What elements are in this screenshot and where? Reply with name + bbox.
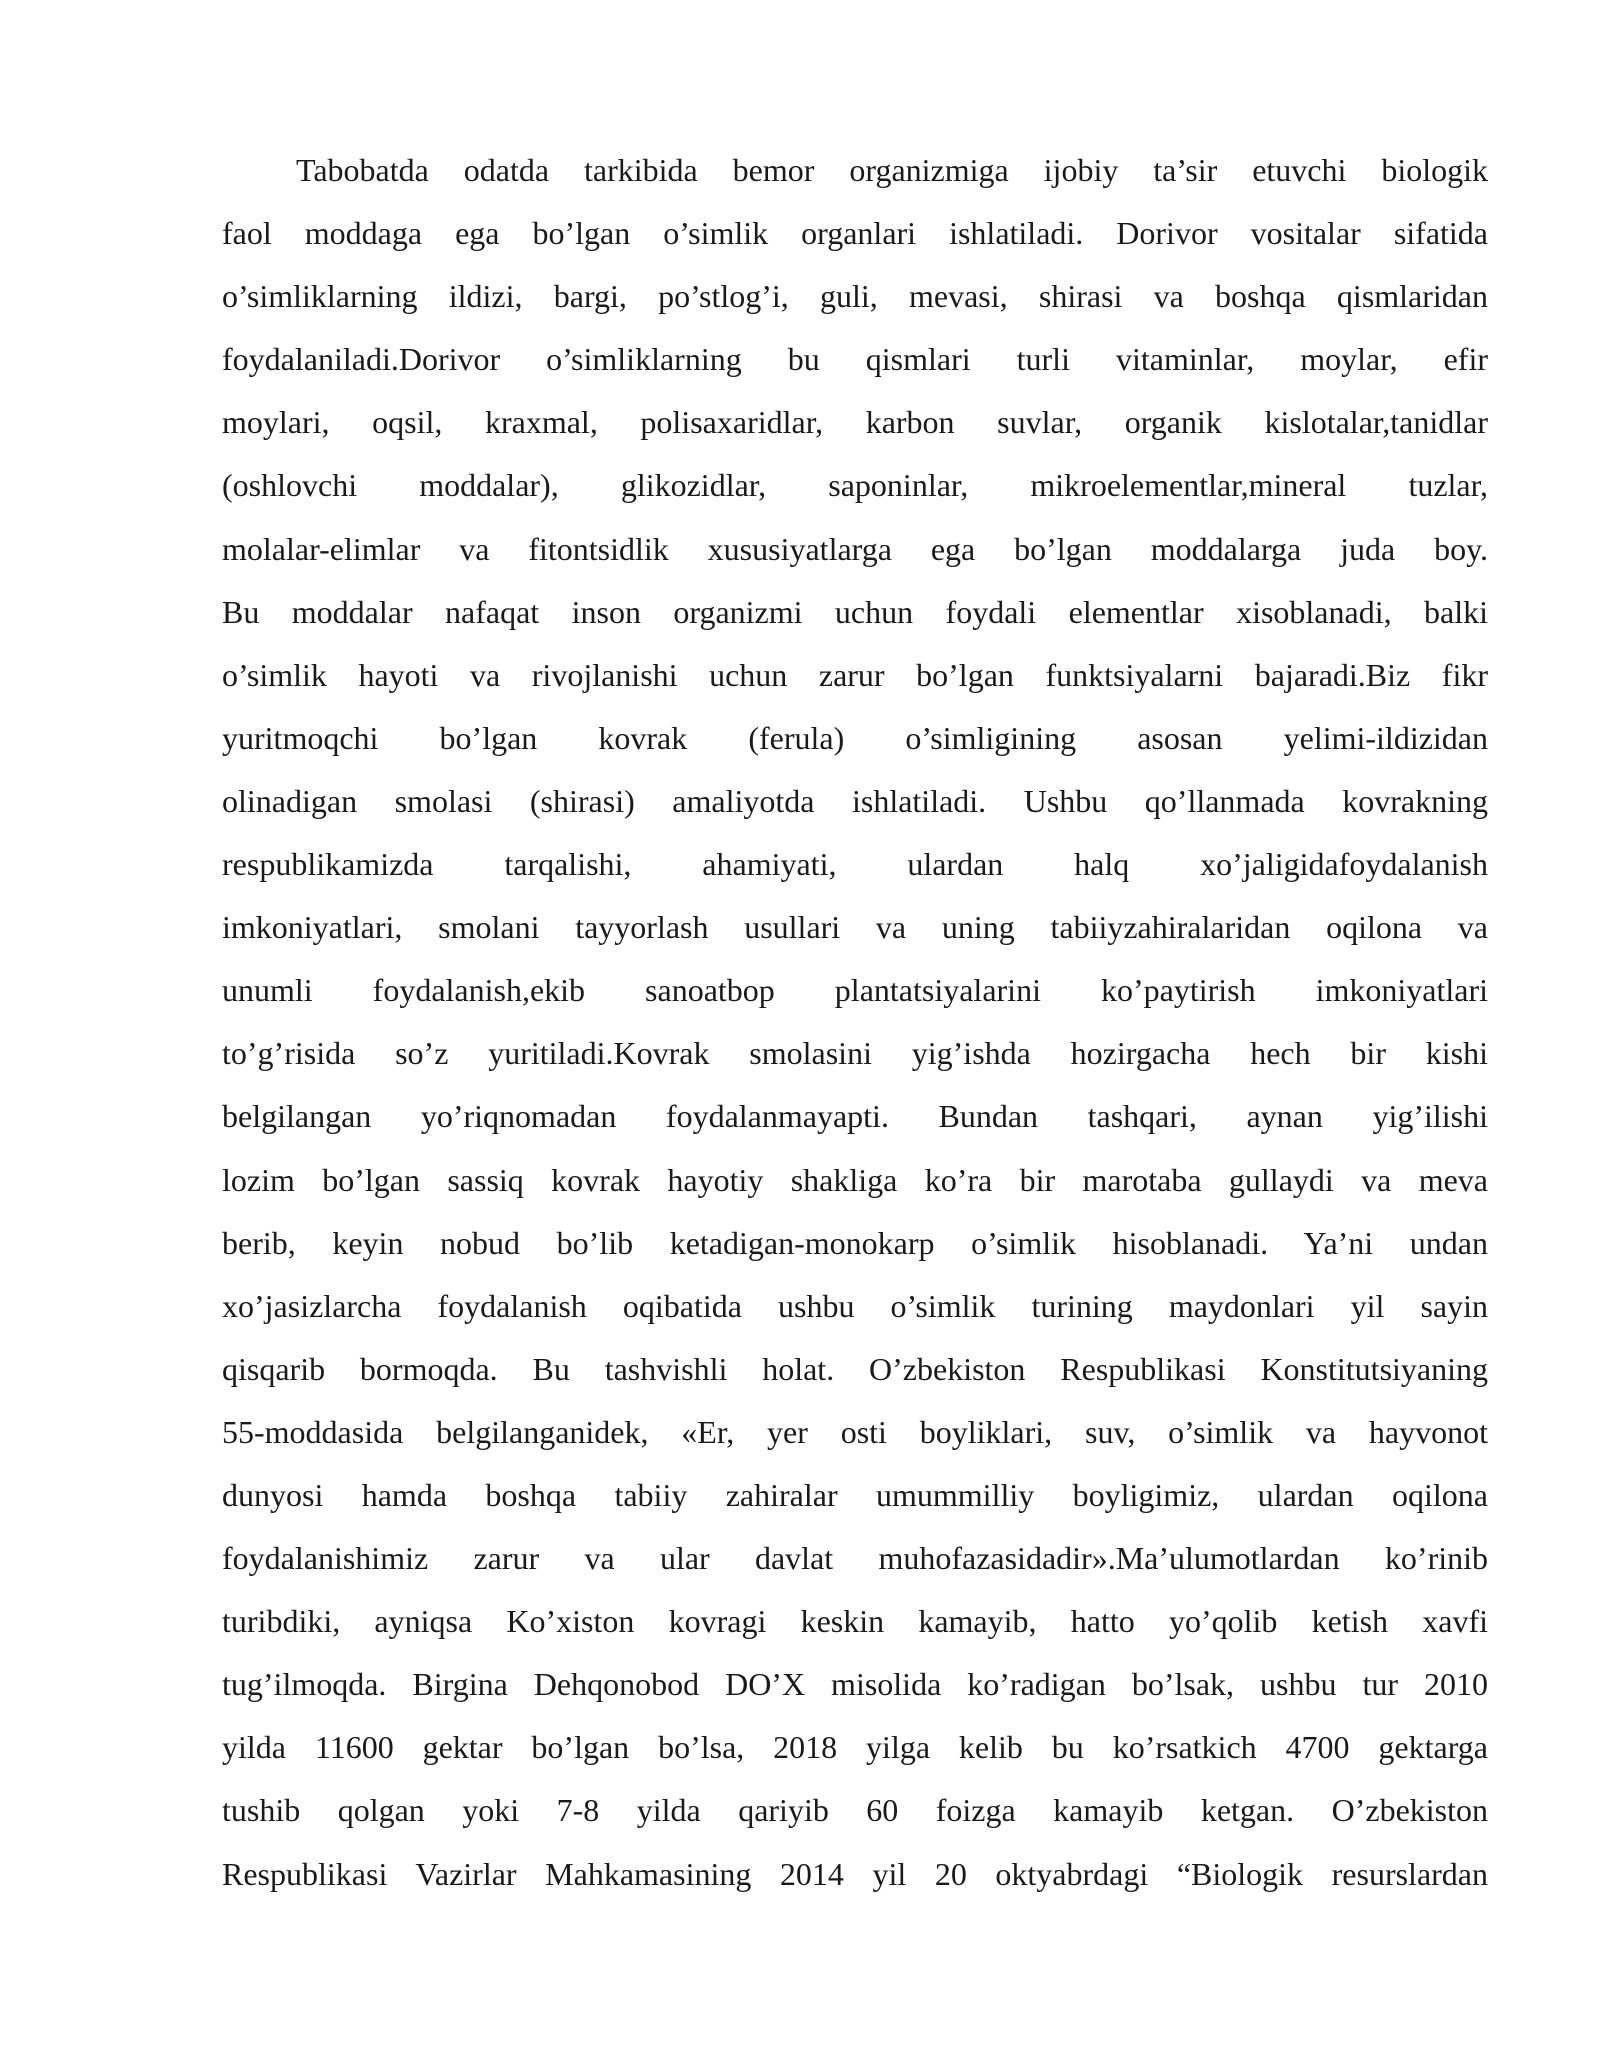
paragraph-line: yuritmoqchi bo’lgan kovrak (ferula) o’simligining asosan yelimi-ildizidan [222, 719, 1488, 756]
paragraph-line: tug’ilmoqda. Birgina Dehqonobod DO’X misolida ko’radigan bo’lsak, ushbu tur 2010 [222, 1666, 1488, 1703]
paragraph-line: imkoniyatlari, smolani tayyorlash usullari va uning tabiiyzahiralaridan oqilona va [222, 909, 1488, 946]
paragraph-line: unumli foydalanish,ekib sanoatbop plantatsiyalarini ko’paytirish imkoniyatlari [222, 972, 1488, 1009]
paragraph-line: 55-moddasida belgilanganidek, «Er, yer osti boyliklari, suv, o’simlik va hayvonot [222, 1413, 1488, 1450]
paragraph-line: belgilangan yo’riqnomadan foydalanmayapti. Bundan tashqari, aynan yig’ilishi [222, 1098, 1488, 1135]
paragraph-line: foydalaniladi.Dorivor o’simliklarning bu qismlari turli vitaminlar, moylar, efir [222, 341, 1488, 378]
paragraph-line: molalar-elimlar va fitontsidlik xususiyatlarga ega bo’lgan moddalarga juda boy. [222, 530, 1488, 567]
body-paragraph [222, 145, 1488, 1912]
paragraph-line: lozim bo’lgan sassiq kovrak hayotiy shakliga ko’ra bir marotaba gullaydi va meva [222, 1161, 1488, 1198]
paragraph-line: faol moddaga ega bo’lgan o’simlik organlari ishlatiladi. Dorivor vositalar sifatida [222, 215, 1488, 252]
paragraph-line: tushib qolgan yoki 7-8 yilda qariyib 60 foizga kamayib ketgan. O’zbekiston [222, 1792, 1488, 1829]
paragraph-line: Tabobatda odatda tarkibida bemor organizmiga ijobiy ta’sir etuvchi biologik [296, 152, 1488, 188]
paragraph-line: Bu moddalar nafaqat inson organizmi uchun foydali elementlar xisoblanadi, balki [222, 593, 1488, 630]
paragraph-line: foydalanishimiz zarur va ular davlat muhofazasidadir».Ma’ulumotlardan ko’rinib [222, 1540, 1488, 1577]
paragraph-line: qisqarib bormoqda. Bu tashvishli holat. O’zbekiston Respublikasi Konstitutsiyaning [222, 1350, 1488, 1387]
paragraph-line: berib, keyin nobud bo’lib ketadigan-monokarp o’simlik hisoblanadi. Ya’ni undan [222, 1224, 1488, 1261]
paragraph-line: o’simlik hayoti va rivojlanishi uchun zarur bo’lgan funktsiyalarni bajaradi.Biz fikr [222, 656, 1488, 693]
paragraph-line: dunyosi hamda boshqa tabiiy zahiralar umummilliy boyligimiz, ulardan oqilona [222, 1476, 1488, 1513]
paragraph-line: respublikamizda tarqalishi, ahamiyati, ulardan halq xo’jaligidafoydalanish [222, 846, 1488, 883]
paragraph-line: (oshlovchi moddalar), glikozidlar, saponinlar, mikroelementlar,mineral tuzlar, [222, 467, 1488, 504]
paragraph-line: to’g’risida so’z yuritiladi.Kovrak smolasini yig’ishda hozirgacha hech bir kishi [222, 1035, 1488, 1072]
paragraph-line: turibdiki, ayniqsa Ko’xiston kovragi keskin kamayib, hatto yo’qolib ketish xavfi [222, 1603, 1488, 1640]
paragraph-line: o’simliklarning ildizi, bargi, po’stlog’i, guli, mevasi, shirasi va boshqa qismlaridan [222, 278, 1488, 315]
paragraph-line: yilda 11600 gektar bo’lgan bo’lsa, 2018 yilga kelib bu ko’rsatkich 4700 gektarga [222, 1729, 1488, 1766]
paragraph-line: olinadigan smolasi (shirasi) amaliyotda ishlatiladi. Ushbu qo’llanmada kovrakning [222, 782, 1488, 819]
paragraph-line: xo’jasizlarcha foydalanish oqibatida ushbu o’simlik turining maydonlari yil sayin [222, 1287, 1488, 1324]
paragraph-line: Respublikasi Vazirlar Mahkamasining 2014 yil 20 oktyabrdagi “Biologik resurslardan [222, 1855, 1488, 1892]
paragraph-line: moylari, oqsil, kraxmal, polisaxaridlar, karbon suvlar, organik kislotalar,tanidlar [222, 404, 1488, 441]
